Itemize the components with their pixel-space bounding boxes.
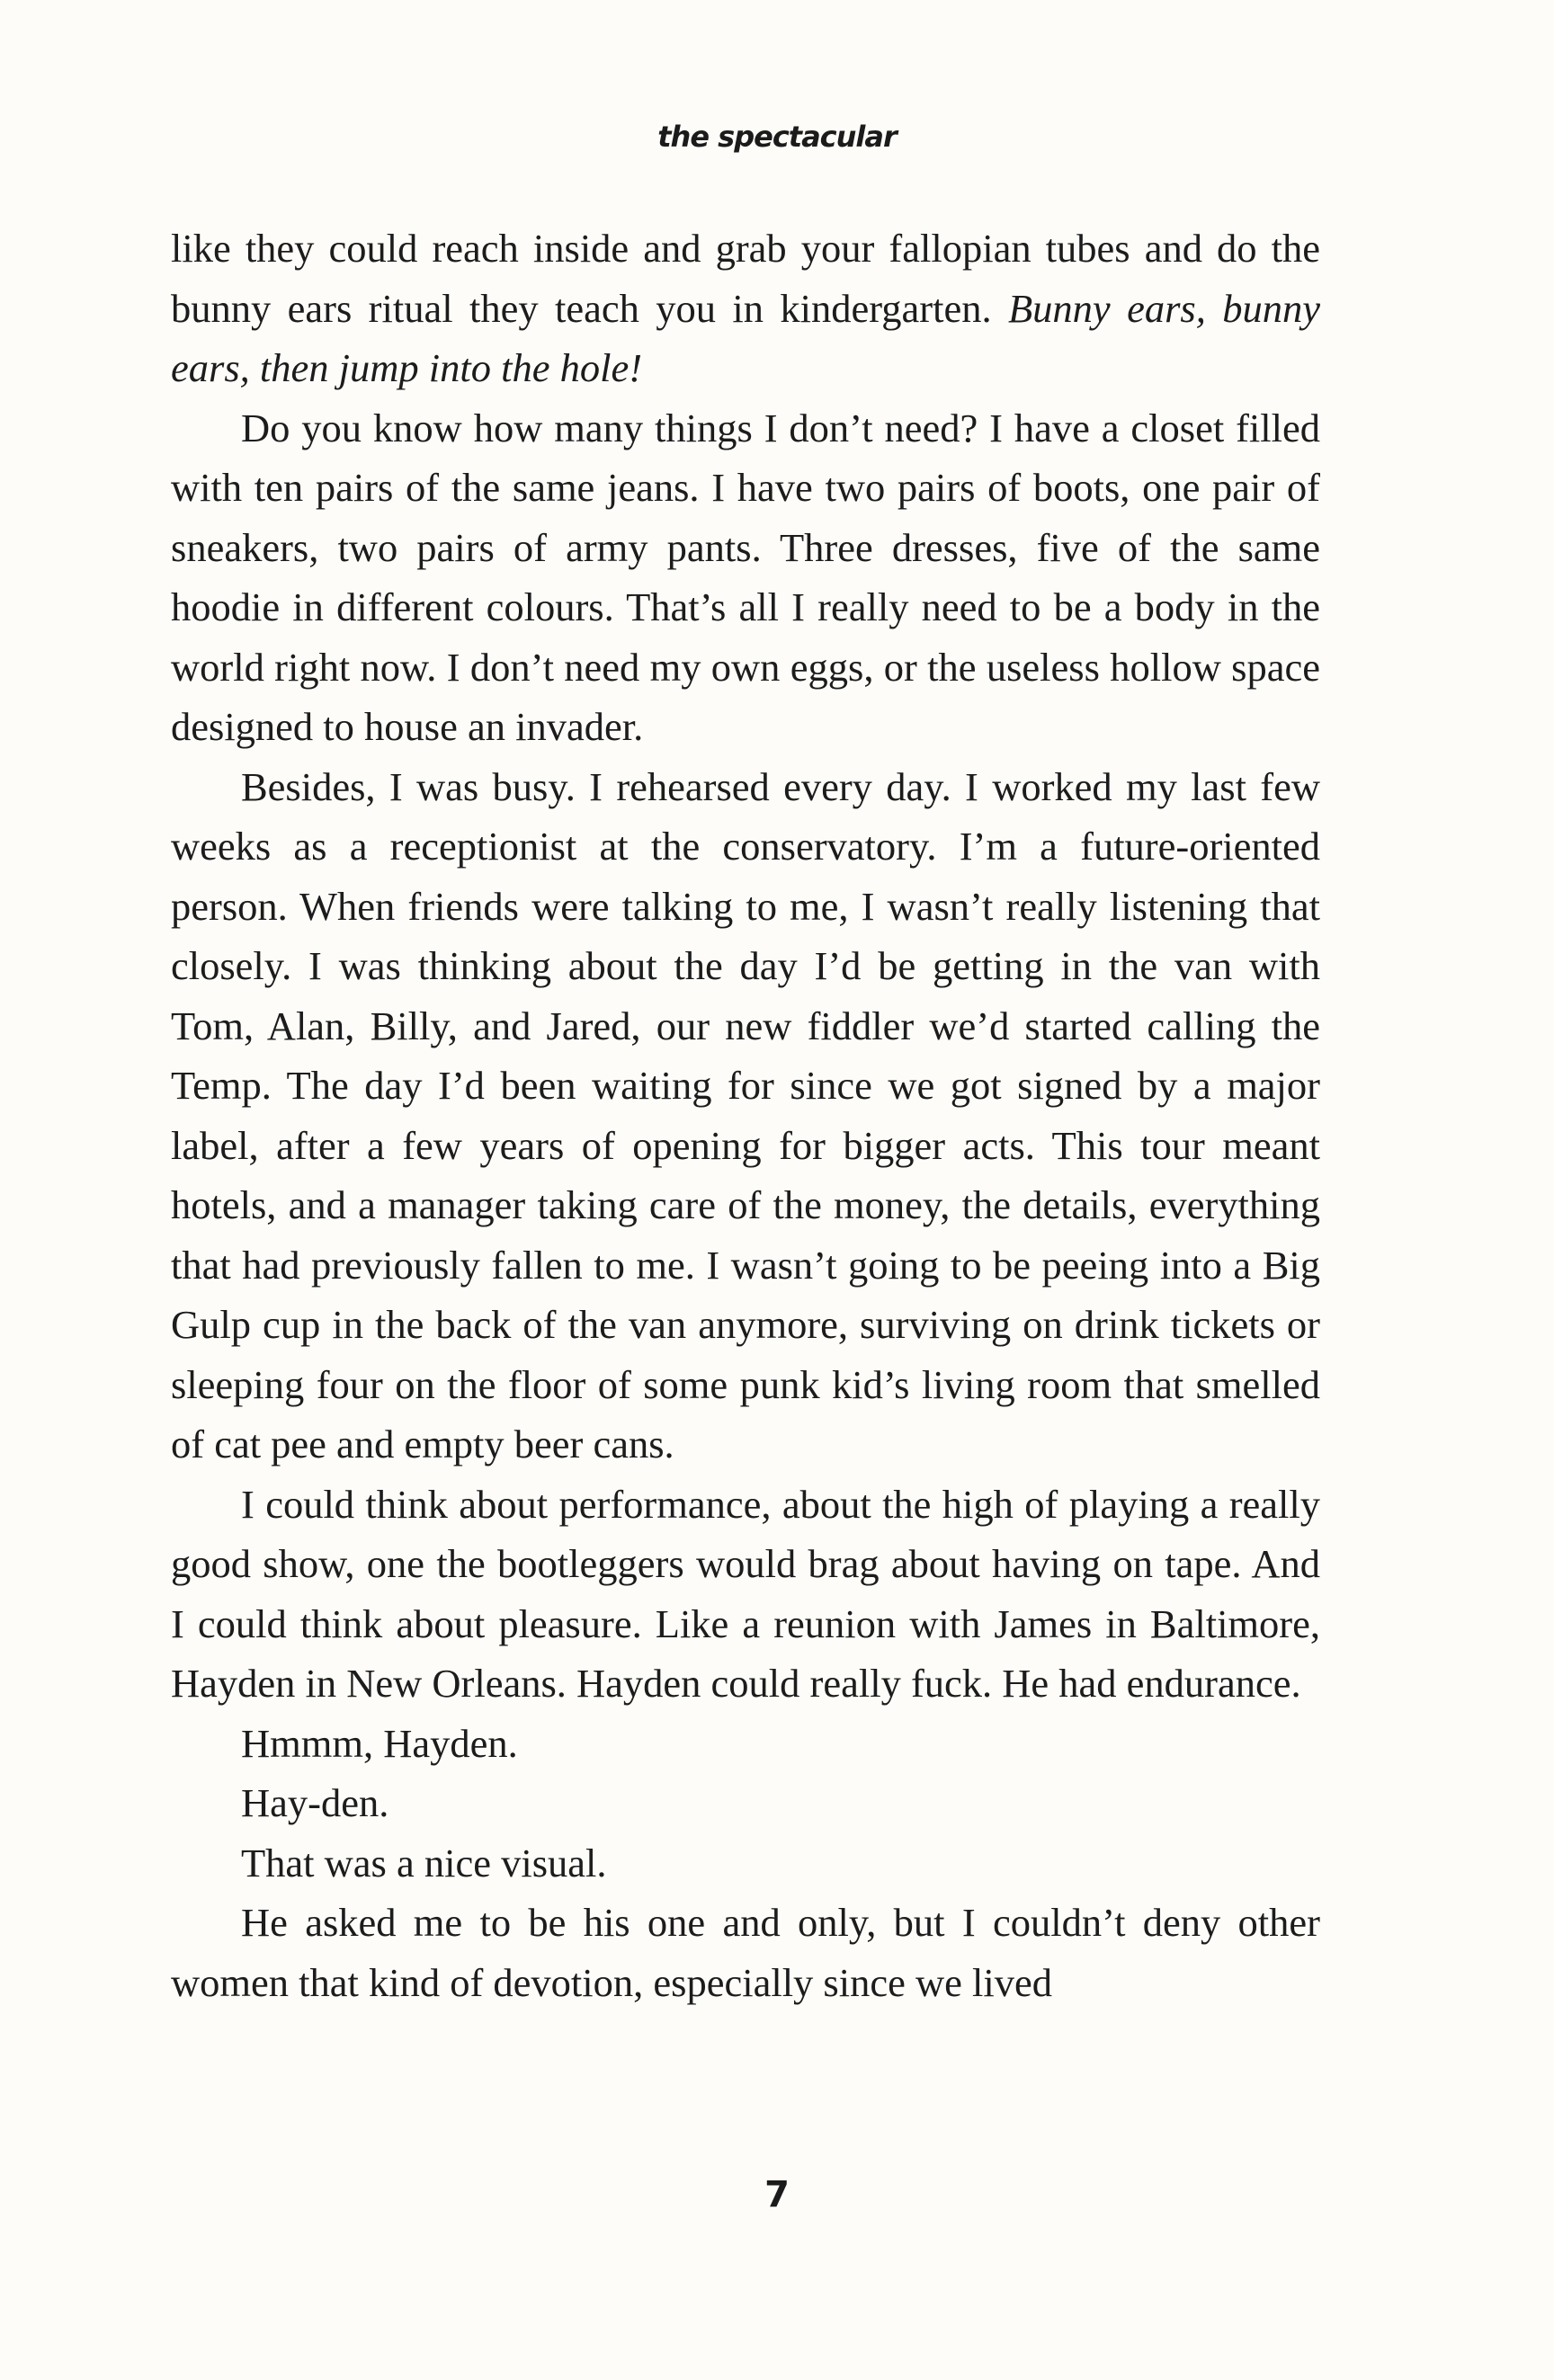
paragraph-1 xyxy=(171,218,1320,398)
paragraph-3: Besides, I was busy. I rehearsed every day. I worked my last few weeks as a receptionist at the conservatory. I’m a future-oriented person. When friends were talking to me, I wasn’t really listening that closely. I was thinking about the day I’d be getting in the van with Tom, Alan, Billy, and Jared, our new fiddler we’d started calling the Temp. The day I’d been waiting for since we got signed by a major label, after a few years of opening for bigger acts. This tour meant hotels, and a manager taking care of the money, the details, everything that had previously fallen to me. I wasn’t going to be peeing into a Big Gulp cup in the back of the van anymore, surviving on drink tickets or sleeping four on the floor of some punk kid’s living room that smelled of cat pee and empty beer cans. xyxy=(171,763,1320,1466)
paragraph-8: He asked me to be his one and only, but I couldn’t deny other women that kind of devotion, especially since we lived xyxy=(171,1900,1320,2005)
page-number: 7 xyxy=(764,2174,790,2215)
paragraph-1-italic: Bunny ears, bunny ears, then jump into the hole! xyxy=(171,285,1320,390)
running-head: the spectacular xyxy=(657,120,897,154)
body-text xyxy=(171,218,1320,2012)
paragraph-2: Do you know how many things I don’t need? I have a closet filled with ten pairs of the same jeans. I have two pairs of boots, one pair of sneakers, two pairs of army pants. Three dresses, five of the same hoodie in different colours. That’s all I really need to be a body in the world right now. I don’t need my own eggs, or the useless hollow space designed to house an invader. xyxy=(171,405,1320,749)
paragraph-1-text: like they could reach inside and grab your fallopian tubes and do the bunny ears ritual they teach you in kindergarten. xyxy=(171,226,1320,331)
paragraph-7: That was a nice visual. xyxy=(241,1840,607,1885)
paragraph-5: Hmmm, Hayden. xyxy=(241,1720,518,1766)
paragraph-6: Hay-den. xyxy=(241,1780,389,1825)
paragraph-4: I could think about performance, about the high of playing a really good show, one the bootleggers would brag about having on tape. And I could think about pleasure. Like a reunion with James in Baltimore, Hayden in New Orleans. Hayden could really fuck. He had endurance. xyxy=(171,1481,1320,1706)
